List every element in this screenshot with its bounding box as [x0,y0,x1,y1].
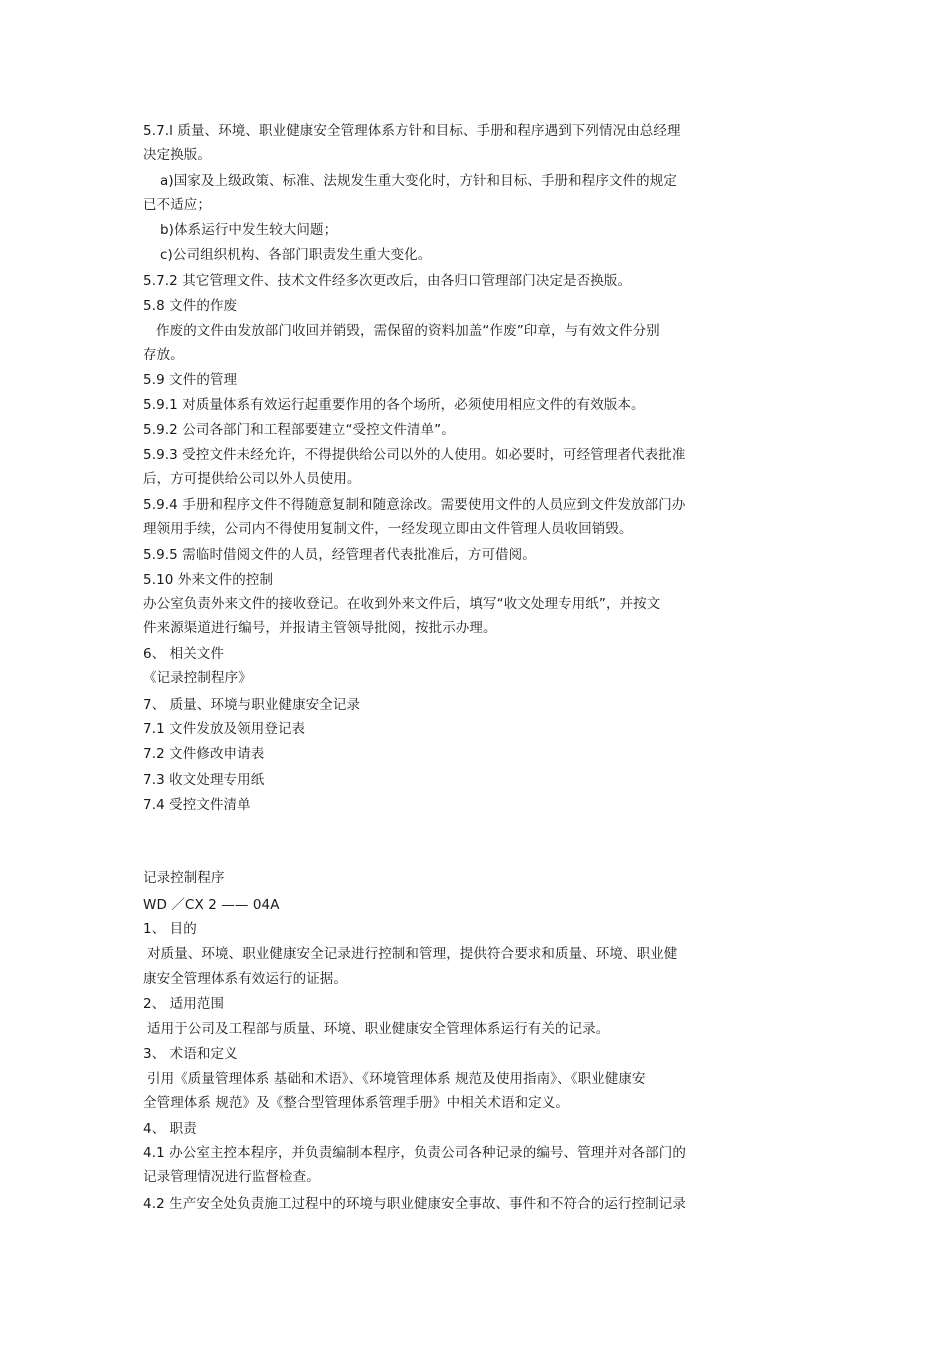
text-line: 4.1 办公室主控本程序，并负责编制本程序，负责公司各种记录的编号、管理并对各部门的 [143,1145,686,1161]
text-line: 理领用手续，公司内不得使用复制文件，一经发现立即由文件管理人员收回销毁。 [143,521,633,537]
section-heading: 5.8 文件的作废 [143,298,238,314]
section-heading: 3、 术语和定义 [143,1046,238,1062]
text-line: 《记录控制程序》 [143,670,252,686]
section-heading: 6、 相关文件 [143,646,225,662]
text-line: 存放。 [143,347,184,363]
list-item: 7.1 文件发放及领用登记表 [143,721,306,737]
text-line: 办公室负责外来文件的接收登记。在收到外来文件后，填写“收文处理专用纸”，并按文 [143,596,661,612]
section-heading: 4、 职责 [143,1121,197,1137]
section-heading: 7、 质量、环境与职业健康安全记录 [143,697,361,713]
text-line: 作废的文件由发放部门收回并销毁，需保留的资料加盖“作废”印章，与有效文件分别 [156,323,660,339]
section-heading: 5.9 文件的管理 [143,372,238,388]
text-line: 康安全管理体系有效运行的证据。 [143,971,347,987]
text-line: 件来源渠道进行编号，并报请主管领导批阅，按批示办理。 [143,620,497,636]
section-heading: 2、 适用范围 [143,996,225,1012]
text-line: 全管理体系 规范》及《整合型管理体系管理手册》中相关术语和定义。 [143,1095,569,1111]
text-line: 5.9.4 手册和程序文件不得随意复制和随意涂改。需要使用文件的人员应到文件发放部门办 [143,497,686,513]
text-line: 记录管理情况进行监督检查。 [143,1169,320,1185]
text-line: c)公司组织机构、各部门职责发生重大变化。 [160,247,432,263]
text-line: 对质量、环境、职业健康安全记录进行控制和管理，提供符合要求和质量、环境、职业健 [147,946,678,962]
list-item: 7.3 收文处理专用纸 [143,772,265,788]
text-line: 5.7.l 质量、环境、职业健康安全管理体系方针和目标、手册和程序遇到下列情况由总经理 [143,123,681,139]
text-line: 5.9.2 公司各部门和工程部要建立“受控文件清单”。 [143,422,455,438]
text-line: 5.9.1 对质量体系有效运行起重要作用的各个场所，必须使用相应文件的有效版本。 [143,397,645,413]
text-line: 引用《质量管理体系 基础和术语》、《环境管理体系 规范及使用指南》、《职业健康安 [147,1071,646,1087]
text-line: 已不适应； [143,197,211,213]
section-heading: 1、 目的 [143,921,197,937]
document-code: WD ／CX 2 —— 04A [143,897,280,913]
text-line: 5.9.3 受控文件未经允许，不得提供给公司以外的人使用。如必要时，可经管理者代表批准 [143,447,686,463]
section-heading: 5.10 外来文件的控制 [143,572,274,588]
text-line: 5.9.5 需临时借阅文件的人员，经管理者代表批准后，方可借阅。 [143,547,536,563]
text-line: 适用于公司及工程部与质量、环境、职业健康安全管理体系运行有关的记录。 [147,1021,610,1037]
text-line: a)国家及上级政策、标准、法规发生重大变化时，方针和目标、手册和程序文件的规定 [160,173,677,189]
text-line: 后，方可提供给公司以外人员使用。 [143,471,361,487]
list-item: 7.4 受控文件清单 [143,797,251,813]
text-line: 决定换版。 [143,147,211,163]
list-item: 7.2 文件修改申请表 [143,746,265,762]
document-title: 记录控制程序 [143,870,225,886]
text-line: 4.2 生产安全处负责施工过程中的环境与职业健康安全事故、事件和不符合的运行控制记录 [143,1196,686,1212]
text-line: b)体系运行中发生较大问题； [160,222,338,238]
text-line: 5.7.2 其它管理文件、技术文件经多次更改后，由各归口管理部门决定是否换版。 [143,273,632,289]
